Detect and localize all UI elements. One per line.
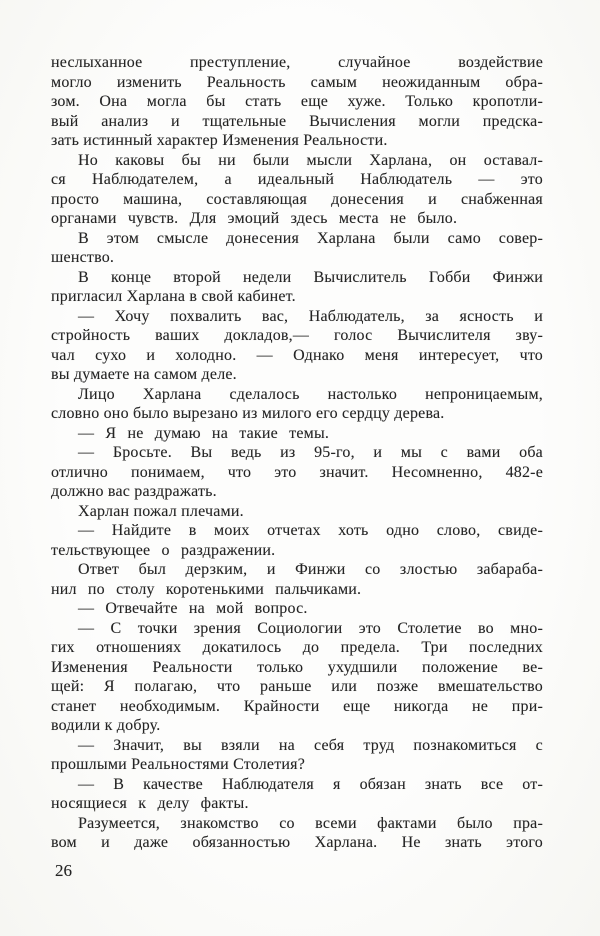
- text-line: водили к добру.: [51, 717, 161, 734]
- text-line: неслыханное преступление, случайное воздействие: [51, 54, 543, 71]
- text-line: В конце второй недели Вычислитель Гобби Финжи: [78, 268, 543, 286]
- text-line: Разумеется, знакомство со всеми фактами было пра-: [78, 814, 543, 832]
- text-line: — Бросьте. Вы ведь из 95-го, и мы с вами оба: [78, 444, 543, 461]
- text-line: вый анализ и тщательные Вычисления могли предска-: [51, 112, 543, 130]
- text-line: словно оно было вырезано из милого его сердцу дерева.: [51, 405, 445, 422]
- text-line: тельствующее о раздражении.: [51, 541, 276, 559]
- text-line: пригласил Харлана в свой кабинет.: [51, 288, 296, 305]
- text-line: щей: Я полагаю, что раньше или позже вмешательство: [51, 678, 543, 695]
- text-line: ся Наблюдателем, а идеальный Наблюдатель — это: [51, 171, 543, 188]
- text-line: — Отвечайте на мой вопрос.: [78, 600, 308, 617]
- text-line: органами чувств. Для эмоций здесь места не было.: [51, 210, 458, 227]
- text-line: Изменения Реальности только ухудшили положение ве-: [51, 658, 543, 676]
- text-line: Но каковы бы ни были мысли Харлана, он оставал-: [78, 151, 543, 169]
- text-line: станет необходимым. Крайности еще никогда не при-: [51, 697, 543, 715]
- text-line: Харлан пожал плечами.: [78, 502, 244, 520]
- text-line: гих отношениях докатилось до предела. Три последних: [51, 639, 543, 656]
- text-line: должно вас раздражать.: [51, 483, 217, 500]
- text-line: чал сухо и холодно. — Однако меня интересует, что: [51, 346, 543, 364]
- text-line: — С точки зрения Социологии это Столетие во мно-: [78, 619, 543, 637]
- text-line: Лицо Харлана сделалось настолько непроницаемым,: [78, 385, 543, 403]
- text-line: — Хочу похвалить вас, Наблюдатель, за ясность и: [78, 307, 543, 325]
- text-line: В этом смысле донесения Харлана были само совер-: [78, 229, 543, 247]
- text-line: отлично понимаем, что это значит. Несомненно, 482-е: [51, 463, 543, 481]
- text-line: — Найдите в моих отчетах хоть одно слово, свиде-: [78, 522, 543, 539]
- text-line: — Я не думаю на такие темы.: [78, 424, 330, 442]
- page-number: 26: [55, 861, 72, 880]
- text-line: просто машина, составляющая донесения и снабженная: [51, 190, 543, 208]
- text-line: нил по столу коротенькими пальчиками.: [51, 580, 362, 598]
- text-line: — В качестве Наблюдателя я обязан знать все от-: [78, 775, 543, 793]
- text-line: вом и даже обязанностью Харлана. Не знать этого: [51, 834, 543, 851]
- text-line: Ответ был дерзким, и Финжи со злостью забараба-: [78, 561, 543, 578]
- text-line: шенство.: [51, 249, 115, 266]
- text-line: стройность ваших докладов,— голос Вычислителя зву-: [51, 327, 543, 344]
- text-line: вы думаете на самом деле.: [51, 366, 237, 383]
- text-line: прошлыми Реальностями Столетия?: [51, 756, 306, 773]
- text-line: носящиеся к делу факты.: [51, 795, 249, 812]
- text-line: могло изменить Реальность самым неожиданным обра-: [51, 73, 543, 91]
- text-line: — Значит, вы взяли на себя труд познакомиться с: [78, 736, 543, 754]
- text-line: зом. Она могла бы стать еще хуже. Только кропотли-: [51, 93, 543, 110]
- page-text: [51, 53, 543, 853]
- text-line: зать истинный характер Изменения Реальности.: [51, 132, 388, 149]
